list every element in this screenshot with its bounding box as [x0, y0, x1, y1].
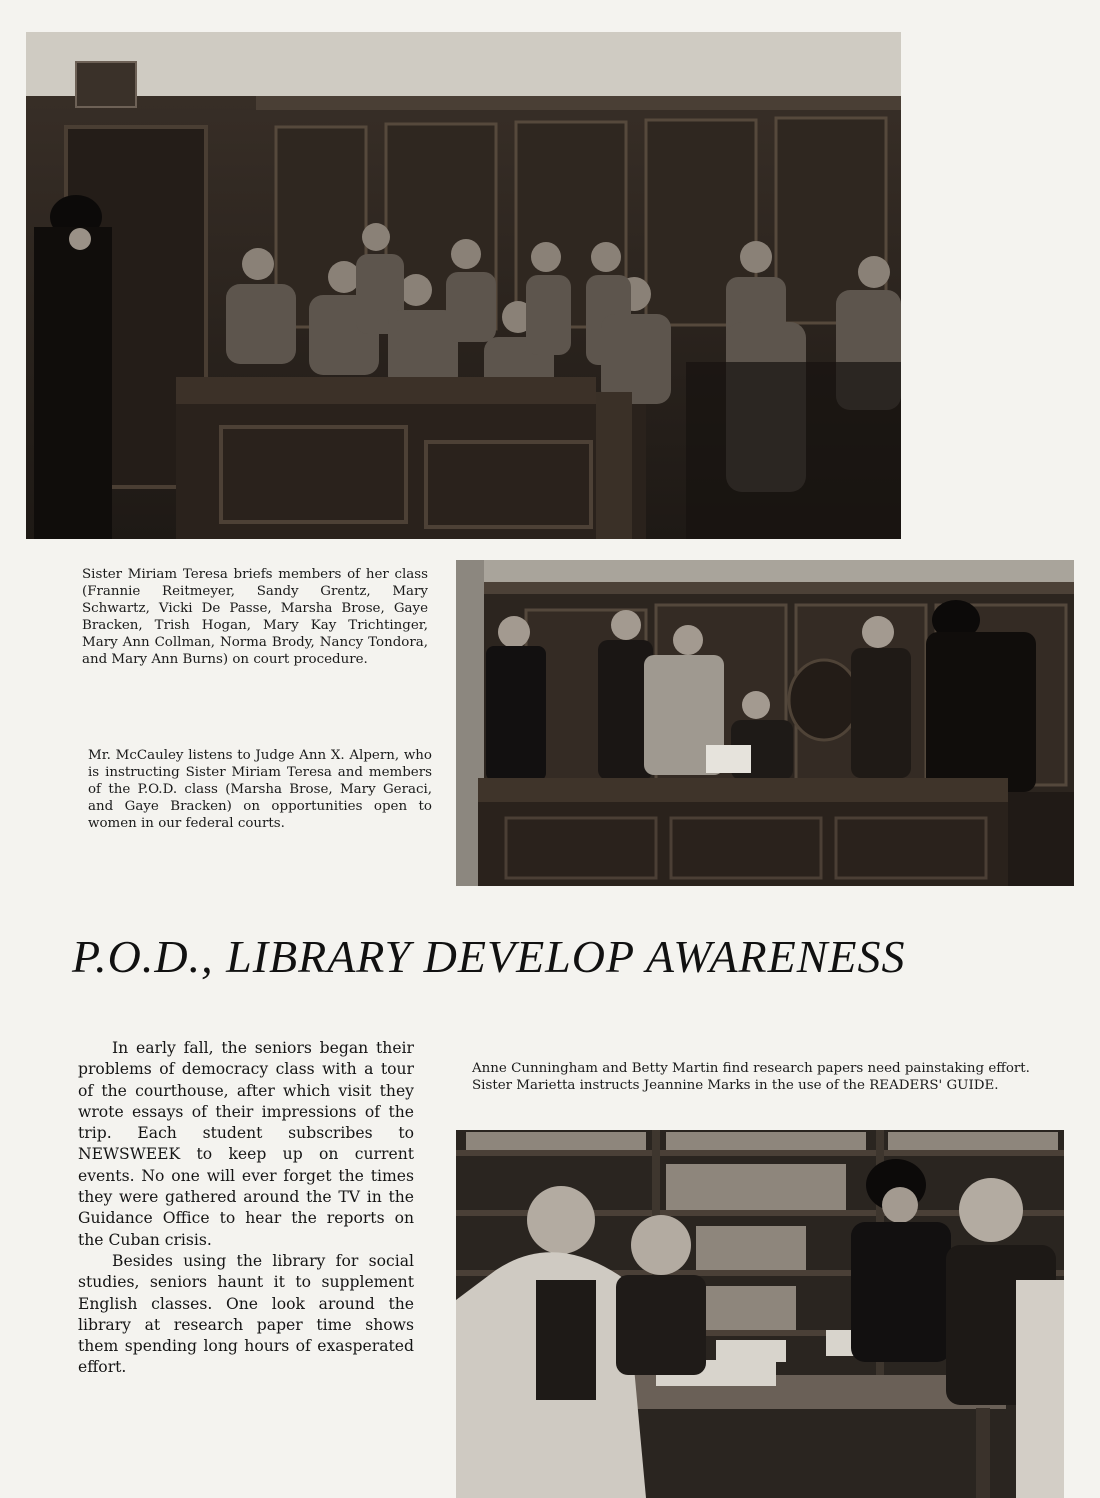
photo-library	[456, 1130, 1064, 1498]
body-paragraph-1: In early fall, the seniors began their problems of democracy class with a tour of the courthouse, after which visit they wrote essays of their impressions of the trip. Each student subscribes to NEWSWEEK to keep up on current events. No one will ever forget the times they were gathered around the TV in the Guidance Office to hear the reports on the Cuban crisis.	[78, 1039, 414, 1249]
caption-courtroom-jury: Sister Miriam Teresa briefs members of her class (Frannie Reitmeyer, Sandy Grentz, Mary Schwartz, Vicki De Passe, Marsha Brose, Gaye Bracken, Trish Hogan, Mary Kay Trichtinger, Mary Ann Collman, Norma Brody, Nancy Tondora, and Mary Ann Burns) on court procedure.	[82, 567, 428, 667]
page-headline: P.O.D., LIBRARY DEVELOP AWARENESS	[72, 931, 906, 982]
caption-judge-bench: Mr. McCauley listens to Judge Ann X. Alpern, who is instructing Sister Miriam Teresa and members of the P.O.D. class (Marsha Brose, Mary Geraci, and Gaye Bracken) on opportunities open to women in our federal courts.	[88, 748, 432, 831]
body-paragraph-2: Besides using the library for social studies, seniors haunt it to supplement English classes. One look around the library at research paper time shows them spending long hours of exasperated effort.	[78, 1251, 414, 1377]
photo-courtroom-jury	[26, 32, 901, 539]
article-body	[78, 1038, 414, 1379]
caption-library: Anne Cunningham and Betty Martin find research papers need painstaking effort. Sister Marietta instructs Jeannine Marks in the use of the READERS' GUIDE.	[472, 1061, 1030, 1093]
photo-judge-bench	[456, 560, 1074, 886]
